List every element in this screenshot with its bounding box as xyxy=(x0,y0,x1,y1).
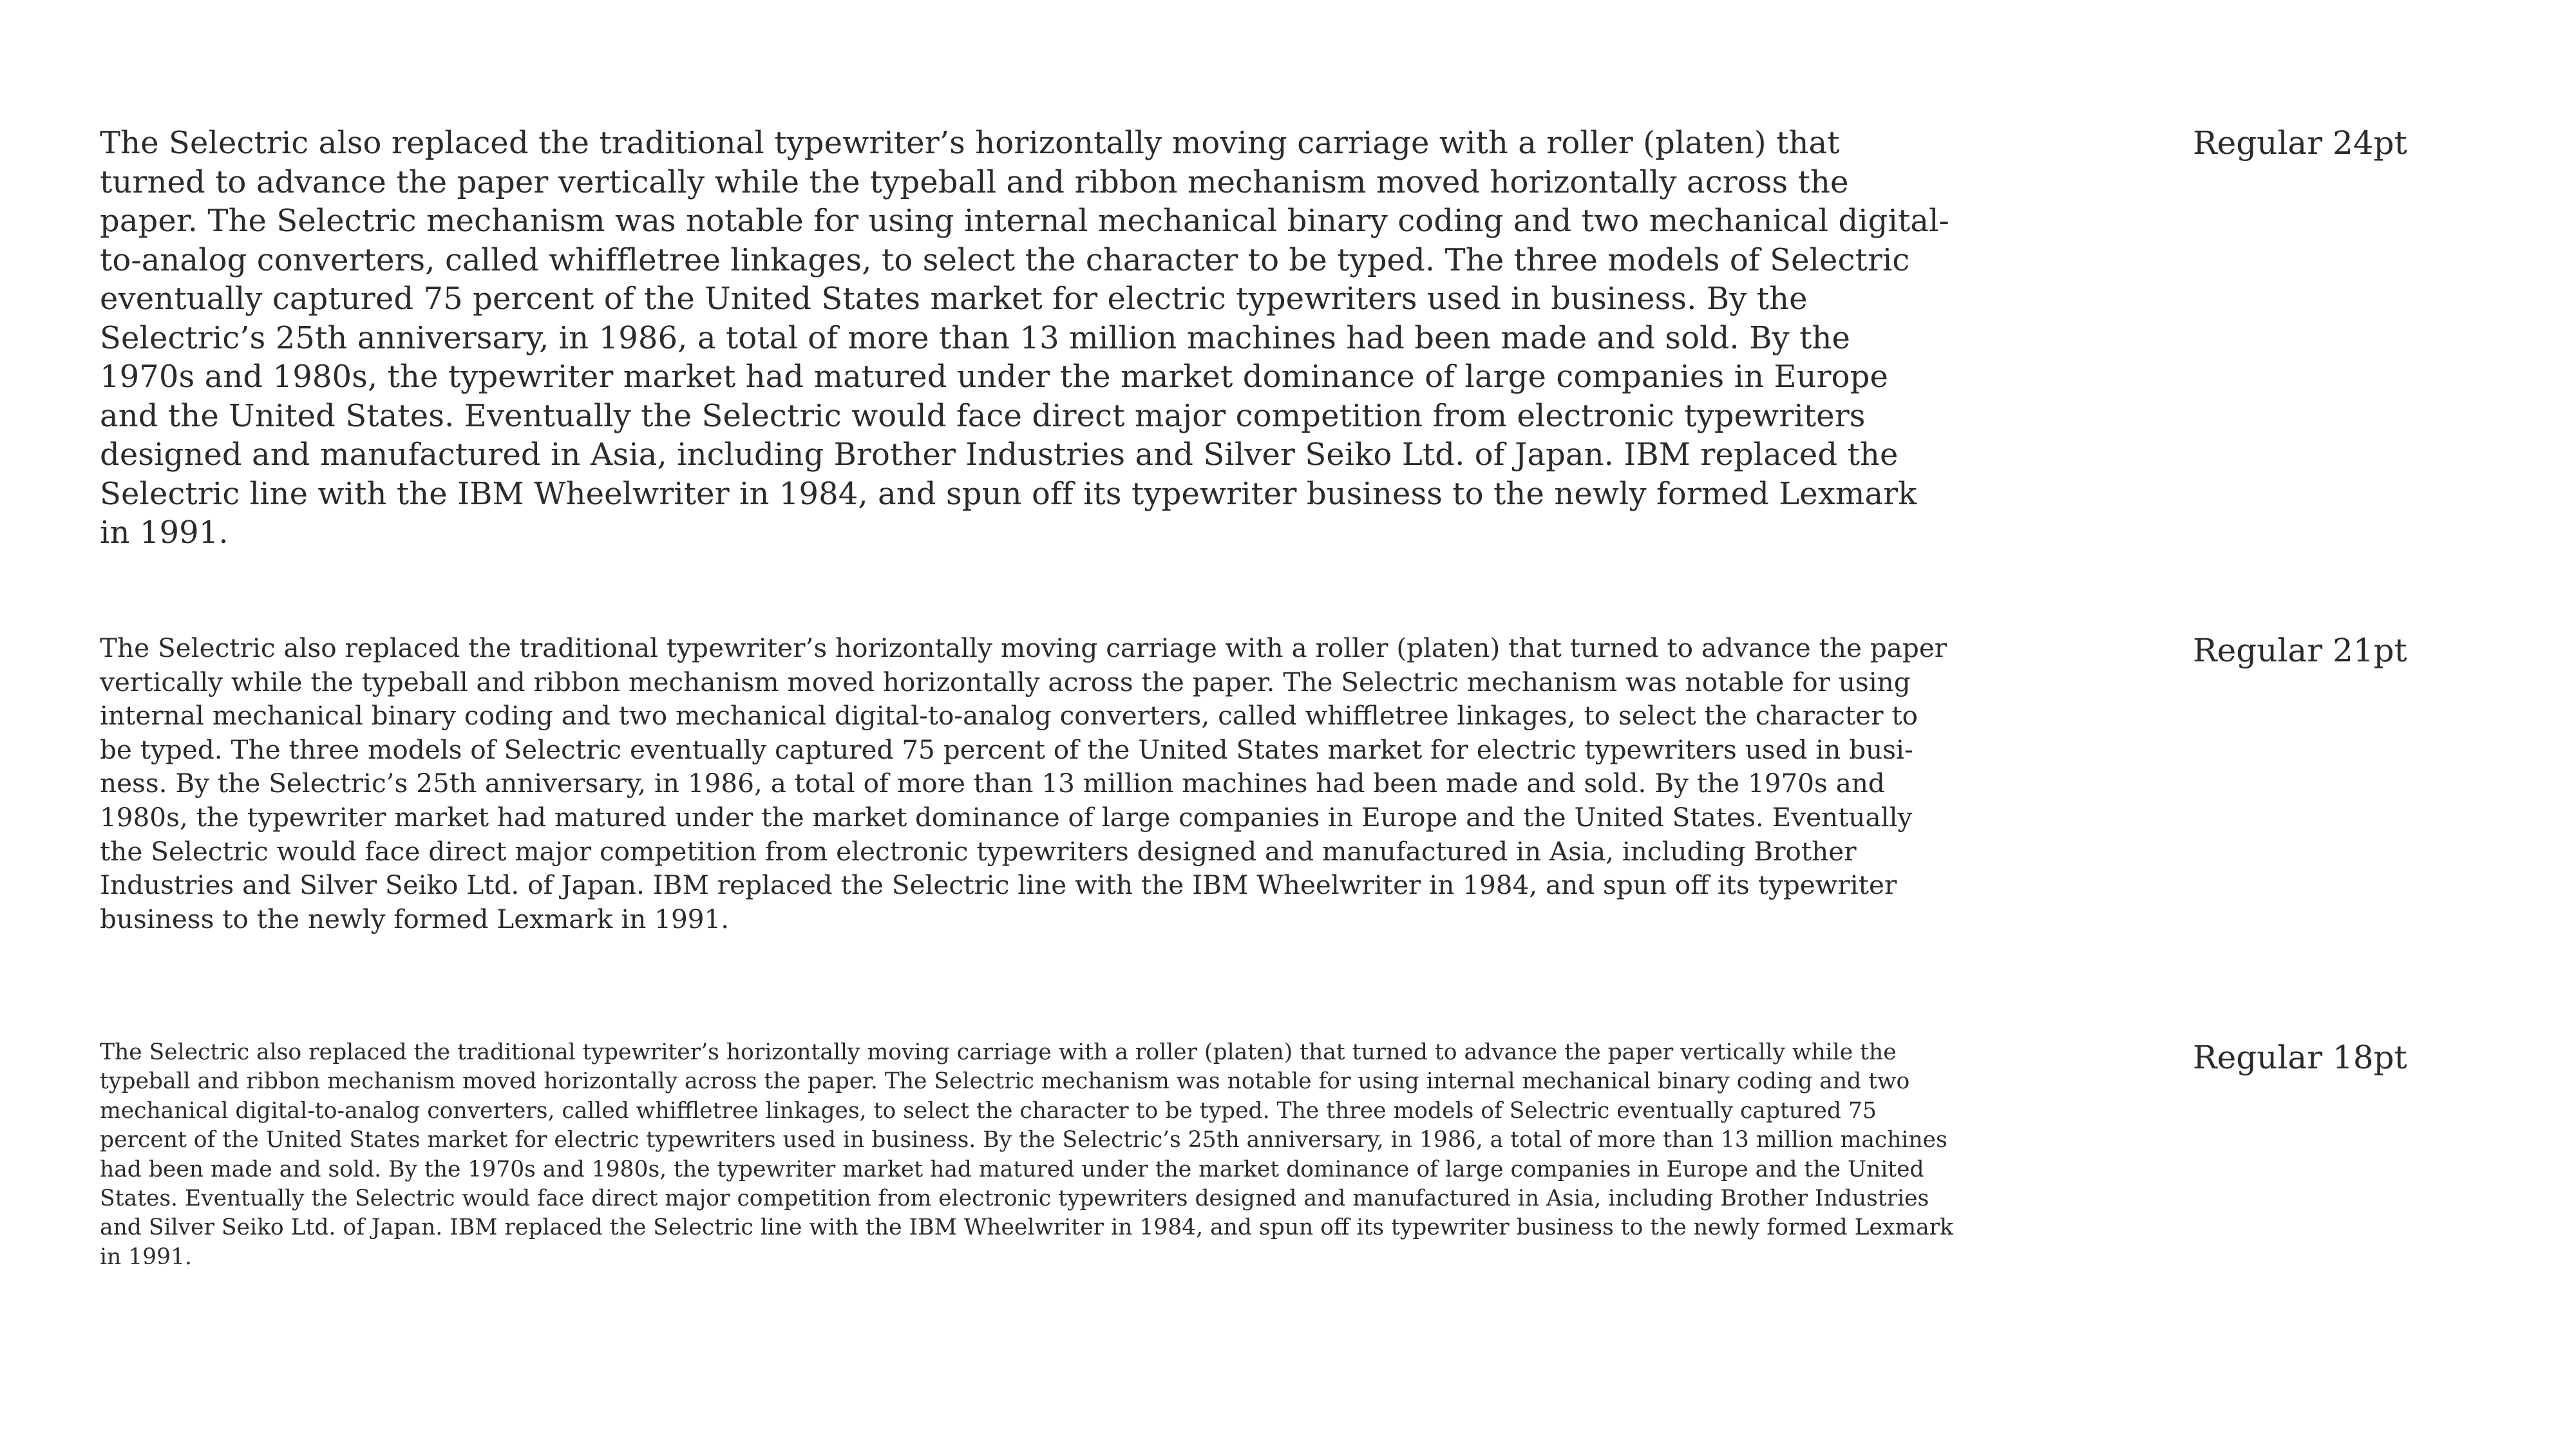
size-label-21pt: Regular 21pt xyxy=(2193,632,2407,669)
size-label-18pt: Regular 18pt xyxy=(2193,1039,2407,1076)
sample-text-24pt: The Selectric also replaced the traditional typewriter’s horizontally moving carriage with a roller (platen) that turned to advance the paper vertically while the typeball and ribbon mechanism moved horizontally across the paper. The Selectric mechanism was notable for using internal mechanical binary coding and two mechanical digital-to-analog converters, called whiffletree linkages, to select the character to be typed. The three models of Selectric eventually captured 75 percent of the United States market for electric typewriters used in business. By the Selectric’s 25th anniversary, in 1986, a total of more than 13 million machines had been made and sold. By the 1970s and 1980s, the typewriter market had matured under the market dominance of large companies in Europe and the United States. Eventually the Selectric would face direct major competition from electronic typewriters designed and manufactured in Asia, including Brother Industries and Silver Seiko Ltd. of Japan. IBM replaced the Selectric line with the IBM Wheelwriter in 1984, and spun off its typewriter business to the newly formed Lexmark in 1991. xyxy=(100,125,1949,551)
sample-text-21pt: The Selectric also replaced the traditional typewriter’s horizontally moving carriage with a roller (platen) that turned to advance the paper vertically while the typeball and ribbon mechanism moved horizontally across the paper. The Selectric mechanism was notable for using internal mechanical binary coding and two mechanical digital-to-analog converters, called whiffletree linkages, to select the character to be typed. The three models of Selectric eventually captured 75 percent of the United States market for electric typewriters used in business. By the Selectric’s 25th anniversary, in 1986, a total of more than 13 million machines had been made and sold. By the 1970s and 1980s, the typewriter market had matured under the market dominance of large companies in Europe and the United States. Eventually the Selectric would face direct major competition from electronic typewriters designed and manufactured in Asia, including Brother Industries and Silver Seiko Ltd. of Japan. IBM replaced the Selectric line with the IBM Wheelwriter in 1984, and spun off its typewriter business to the newly formed Lexmark in 1991. xyxy=(100,632,1947,934)
size-label-24pt: Regular 24pt xyxy=(2193,124,2407,162)
sample-text-18pt: The Selectric also replaced the traditional typewriter’s horizontally moving carriage with a roller (platen) that turned to advance the paper vertically while the typeball and ribbon mechanism moved horizontally across the paper. The Selectric mechanism was notable for using internal mechanical binary coding and two mechanical digital-to-analog converters, called whiffletree linkages, to select the character to be typed. The three models of Selectric eventually captured 75 percent of the United States market for electric typewriters used in business. By the Selectric’s 25th anniversary, in 1986, a total of more than 13 million machines had been made and sold. By the 1970s and 1980s, the typewriter market had matured under the market dominance of large companies in Europe and the United States. Eventually the Selectric would face direct major competition from electronic typewriters designed and manufactured in Asia, including Brother Industries and Silver Seiko Ltd. of Japan. IBM replaced the Selectric line with the IBM Wheelwriter in 1984, and spun off its typewriter business to the newly formed Lexmark in 1991. xyxy=(100,1039,1954,1270)
